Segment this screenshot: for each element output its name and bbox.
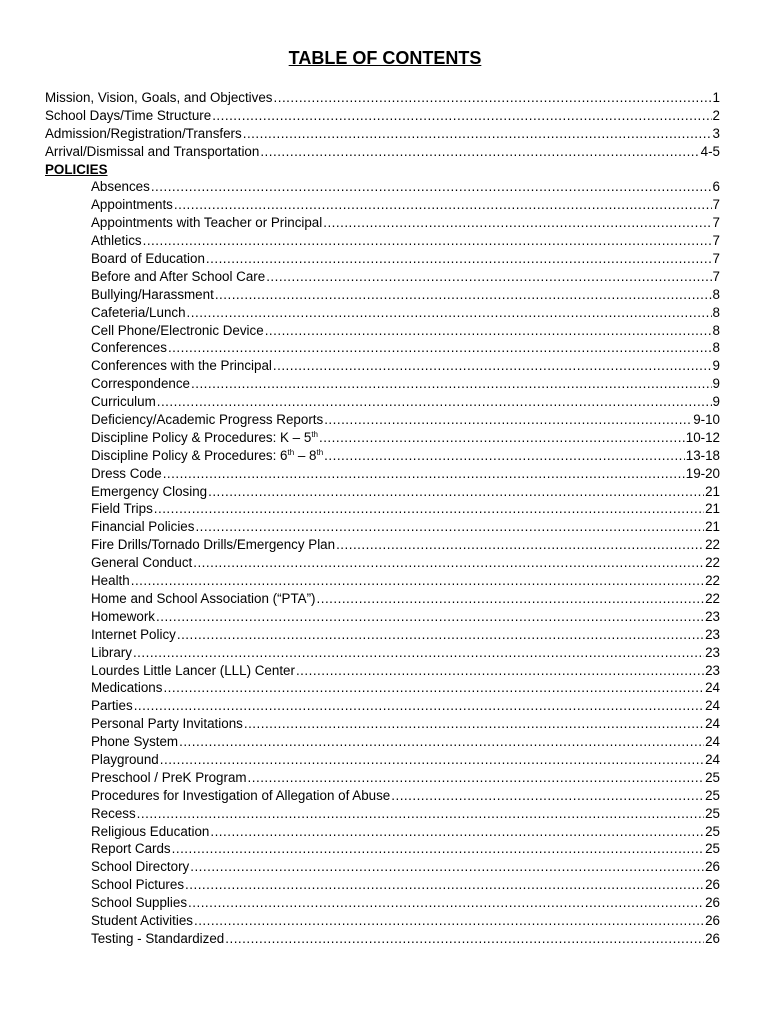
toc-entry-label	[91, 876, 184, 894]
toc-entry[interactable]	[45, 214, 720, 232]
toc-entry-page-number: 9	[712, 376, 720, 392]
toc-entry-label-text: School Pictures	[91, 877, 185, 893]
toc-entry-label	[91, 304, 186, 322]
dot-leader	[168, 339, 712, 357]
toc-entry[interactable]	[45, 697, 720, 715]
toc-entry-label	[45, 107, 211, 125]
dot-leader	[163, 679, 704, 697]
dot-leader	[179, 733, 704, 751]
toc-entry[interactable]	[45, 894, 720, 912]
dot-leader	[194, 912, 704, 930]
toc-entry[interactable]	[45, 465, 720, 483]
toc-entry-label	[91, 554, 192, 572]
toc-entry-page-number: 6	[712, 179, 720, 195]
toc-entry[interactable]	[45, 715, 720, 733]
toc-entry[interactable]	[45, 751, 720, 769]
toc-entry-label	[91, 393, 156, 411]
dot-leader	[274, 89, 712, 107]
toc-entry-label-text: Health	[91, 573, 130, 589]
dot-leader	[210, 823, 704, 841]
toc-entry-page-number: 24	[705, 751, 720, 767]
toc-entry[interactable]	[45, 626, 720, 644]
dot-leader	[188, 894, 704, 912]
toc-entry[interactable]	[45, 787, 720, 805]
toc-entry-label-text: Personal Party Invitations	[91, 716, 243, 732]
policy-entries-list	[45, 178, 720, 947]
toc-entry[interactable]	[45, 107, 720, 125]
dot-leader	[317, 590, 705, 608]
toc-entry-page-number: 7	[712, 268, 720, 284]
toc-entry[interactable]	[45, 250, 720, 268]
table-of-contents	[45, 89, 720, 948]
toc-entry-label-text: Student Activities	[91, 912, 193, 928]
toc-entry[interactable]	[45, 393, 720, 411]
toc-entry[interactable]	[45, 590, 720, 608]
toc-entry-page-number: 23	[705, 626, 720, 642]
toc-entry-label-text: Religious Education	[91, 823, 210, 839]
toc-entry[interactable]	[45, 608, 720, 626]
toc-entry-label-text: Absences	[91, 179, 150, 195]
toc-entry[interactable]	[45, 644, 720, 662]
dot-leader	[244, 715, 704, 733]
toc-entry-label	[91, 912, 193, 930]
toc-entry-label	[91, 465, 162, 483]
toc-entry-label-text: Financial Policies	[91, 519, 195, 535]
toc-entry-label-text: Athletics	[91, 233, 142, 249]
toc-entry-label	[91, 268, 265, 286]
toc-entry-label-text: Procedures for Investigation of Allegation of Abuse	[91, 787, 391, 803]
toc-entry-label	[45, 125, 242, 143]
toc-entry-label	[91, 858, 189, 876]
dot-leader	[190, 858, 704, 876]
toc-entry-label	[91, 662, 295, 680]
toc-entry-label-text: Discipline Policy & Procedures: K – 5	[91, 429, 312, 445]
toc-entry-page-number: 22	[705, 537, 720, 553]
toc-entry-label-text: Appointments with Teacher or Principal	[91, 215, 323, 231]
dot-leader	[131, 572, 704, 590]
toc-entry-label-text: – 8	[294, 447, 317, 463]
dot-leader	[195, 518, 704, 536]
toc-entry-label	[91, 483, 207, 501]
toc-entry-page-number: 25	[705, 769, 720, 785]
dot-leader	[206, 250, 712, 268]
toc-entry-page-number: 26	[705, 895, 720, 911]
toc-entry-label	[91, 590, 316, 608]
toc-entry-label	[45, 143, 259, 161]
toc-entry-label-text: Mission, Vision, Goals, and Objectives	[45, 90, 273, 105]
toc-entry-page-number: 25	[705, 823, 720, 839]
toc-entry-label	[91, 644, 132, 662]
toc-entry-label	[91, 357, 272, 375]
toc-entry-label-text: Curriculum	[91, 394, 156, 410]
dot-leader	[208, 483, 704, 501]
toc-entry[interactable]	[45, 483, 720, 501]
toc-entry[interactable]	[45, 572, 720, 590]
toc-entry-page-number: 22	[705, 590, 720, 606]
toc-entry-page-number: 10-12	[685, 429, 720, 445]
toc-entry[interactable]	[45, 286, 720, 304]
policies-heading: POLICIES	[45, 161, 108, 177]
toc-entry[interactable]	[45, 322, 720, 340]
toc-entry-label-text: Emergency Closing	[91, 483, 208, 499]
toc-entry-label-text: Appointments	[91, 197, 173, 213]
toc-entry-label	[91, 894, 187, 912]
toc-entry-label-text: Playground	[91, 751, 159, 767]
dot-leader	[134, 697, 704, 715]
toc-entry-label	[91, 715, 243, 733]
toc-entry-page-number: 22	[705, 555, 720, 571]
toc-entry-label-text: School Directory	[91, 859, 190, 875]
toc-entry-label-text: Conferences with the Principal	[91, 358, 272, 374]
toc-entry-label	[91, 500, 153, 518]
toc-entry-page-number: 24	[705, 680, 720, 696]
toc-entry-label	[91, 375, 190, 393]
dot-leader	[154, 500, 704, 518]
toc-entry[interactable]	[45, 232, 720, 250]
toc-entry[interactable]	[45, 733, 720, 751]
toc-entry-page-number: 26	[705, 930, 720, 946]
dot-leader	[324, 411, 692, 429]
toc-entry-page-number: 9	[712, 394, 720, 410]
toc-entry-page-number: 7	[712, 197, 720, 213]
toc-entry-label	[91, 536, 335, 554]
toc-entry-label	[91, 518, 194, 536]
toc-entry-label	[91, 232, 142, 250]
toc-entry-page-number: 23	[705, 662, 720, 678]
toc-entry[interactable]	[45, 930, 720, 948]
toc-entry[interactable]	[45, 196, 720, 214]
dot-leader	[193, 554, 704, 572]
toc-entry-label	[91, 429, 318, 447]
toc-entry[interactable]	[45, 178, 720, 196]
toc-entry-label	[91, 286, 214, 304]
toc-entry[interactable]	[45, 858, 720, 876]
toc-entry-label-text: Before and After School Care	[91, 268, 266, 284]
toc-entry-page-number: 8	[712, 322, 720, 338]
toc-entry-label-text: Cell Phone/Electronic Device	[91, 322, 264, 338]
toc-entry-label-text: Preschool / PreK Program	[91, 769, 247, 785]
toc-entry-page-number: 2	[712, 107, 720, 123]
toc-entry[interactable]	[45, 357, 720, 375]
toc-entry-label-text: Conferences	[91, 340, 167, 356]
toc-entry-label	[91, 339, 167, 357]
dot-leader	[174, 196, 712, 214]
toc-entry[interactable]	[45, 536, 720, 554]
dot-leader	[133, 644, 704, 662]
toc-entry-page-number: 19-20	[685, 465, 720, 481]
toc-entry[interactable]	[45, 143, 720, 161]
toc-entry-page-number: 21	[705, 501, 720, 517]
toc-entry-label	[91, 626, 176, 644]
toc-entry[interactable]	[45, 769, 720, 787]
toc-entry-label-text: Report Cards	[91, 841, 171, 857]
toc-entry-page-number: 4-5	[700, 143, 720, 159]
toc-entry-label	[91, 823, 209, 841]
toc-entry-label-text: Medications	[91, 680, 163, 696]
toc-entry-page-number: 7	[712, 215, 720, 231]
dot-leader	[266, 268, 711, 286]
toc-entry[interactable]	[45, 339, 720, 357]
toc-entry-page-number: 9-10	[693, 412, 720, 428]
toc-entry[interactable]	[45, 304, 720, 322]
toc-entry-page-number: 25	[705, 841, 720, 857]
ordinal-superscript: th	[287, 447, 295, 457]
dot-leader	[177, 626, 704, 644]
toc-entry-page-number: 3	[712, 125, 720, 141]
toc-entry-label	[91, 751, 159, 769]
toc-entry-label-text: Recess	[91, 805, 136, 821]
toc-entry-label	[91, 411, 323, 429]
toc-entry-label	[91, 322, 264, 340]
toc-entry-label	[91, 447, 323, 465]
toc-entry-label	[91, 805, 136, 823]
toc-entry-label-text: Bullying/Harassment	[91, 286, 214, 302]
toc-entry-page-number: 26	[705, 859, 720, 875]
toc-entry-label-text: Dress Code	[91, 465, 162, 481]
dot-leader	[336, 536, 704, 554]
toc-entry-page-number: 25	[705, 805, 720, 821]
toc-entry-label	[91, 572, 130, 590]
toc-entry-label-text: Admission/Registration/Transfers	[45, 125, 242, 141]
toc-entry-label	[91, 679, 162, 697]
toc-entry-page-number: 21	[705, 483, 720, 499]
toc-entry-page-number: 23	[705, 608, 720, 624]
dot-leader	[137, 805, 704, 823]
toc-entry-label-text: Correspondence	[91, 376, 191, 392]
toc-entry-page-number: 8	[712, 304, 720, 320]
dot-leader	[265, 322, 712, 340]
toc-entry-label	[91, 787, 390, 805]
toc-entry-label-text: School Days/Time Structure	[45, 107, 212, 123]
toc-entry-page-number: 24	[705, 698, 720, 714]
dot-leader	[391, 787, 704, 805]
dot-leader	[296, 662, 704, 680]
toc-entry-page-number: 24	[705, 734, 720, 750]
toc-entry-label	[91, 697, 133, 715]
toc-entry-page-number: 26	[705, 877, 720, 893]
toc-entry-label-text: Lourdes Little Lancer (LLL) Center	[91, 662, 295, 678]
toc-entry-label	[91, 840, 171, 858]
toc-entry-label-text: Field Trips	[91, 501, 153, 517]
toc-entry-page-number: 21	[705, 519, 720, 535]
toc-entry[interactable]	[45, 805, 720, 823]
dot-leader	[212, 107, 711, 125]
toc-entry-label	[45, 89, 273, 107]
ordinal-superscript: th	[311, 429, 318, 439]
toc-entry-page-number: 1	[712, 90, 720, 105]
toc-entry-page-number: 9	[712, 358, 720, 374]
toc-entry[interactable]	[45, 429, 720, 447]
toc-entry-label-text: General Conduct	[91, 555, 193, 571]
toc-entry[interactable]	[45, 411, 720, 429]
toc-entry-page-number: 25	[705, 787, 720, 803]
dot-leader	[225, 930, 704, 948]
dot-leader	[319, 429, 685, 447]
dot-leader	[172, 840, 704, 858]
dot-leader	[160, 751, 704, 769]
toc-entry[interactable]	[45, 518, 720, 536]
toc-entry-label-text: Home and School Association (“PTA”)	[91, 590, 316, 606]
toc-entry[interactable]	[45, 554, 720, 572]
dot-leader	[324, 447, 685, 465]
toc-entry-label	[91, 733, 178, 751]
dot-leader	[185, 876, 704, 894]
dot-leader	[260, 143, 699, 161]
dot-leader	[273, 357, 712, 375]
toc-entry[interactable]	[45, 823, 720, 841]
dot-leader	[163, 465, 685, 483]
toc-entry-label-text: School Supplies	[91, 895, 188, 911]
toc-entry-label-text: Homework	[91, 608, 155, 624]
dot-leader	[191, 375, 712, 393]
toc-entry-page-number: 24	[705, 716, 720, 732]
toc-entry-label	[91, 769, 247, 787]
toc-entry-label-text: Library	[91, 644, 132, 660]
dot-leader	[143, 232, 712, 250]
toc-entry[interactable]	[45, 662, 720, 680]
dot-leader	[156, 608, 704, 626]
toc-entry-label	[91, 930, 224, 948]
toc-entry[interactable]	[45, 500, 720, 518]
dot-leader	[243, 125, 712, 143]
toc-entry[interactable]	[45, 268, 720, 286]
toc-entry-label	[91, 214, 322, 232]
toc-entry-page-number: 8	[712, 286, 720, 302]
toc-entry-label-text: Board of Education	[91, 251, 205, 267]
toc-entry-label	[91, 196, 173, 214]
toc-entry-label	[91, 250, 205, 268]
toc-entry-page-number: 13-18	[685, 447, 720, 463]
dot-leader	[323, 214, 711, 232]
toc-entry-label-text: Fire Drills/Tornado Drills/Emergency Plan	[91, 537, 336, 553]
toc-entry-page-number: 7	[712, 251, 720, 267]
toc-entry-label-text: Parties	[91, 698, 133, 714]
toc-entry-page-number: 26	[705, 912, 720, 928]
toc-entry-label-text: Arrival/Dismissal and Transportation	[45, 143, 260, 159]
page-title: TABLE OF CONTENTS	[288, 48, 482, 68]
toc-entry-page-number: 7	[712, 233, 720, 249]
toc-entry-label-text: Testing - Standardized	[91, 930, 225, 946]
toc-entry-label-text: Deficiency/Academic Progress Reports	[91, 412, 324, 428]
toc-entry[interactable]	[45, 679, 720, 697]
dot-leader	[248, 769, 705, 787]
dot-leader	[151, 178, 712, 196]
toc-entry[interactable]	[45, 840, 720, 858]
toc-entry[interactable]	[45, 912, 720, 930]
toc-entry-label-text: Internet Policy	[91, 626, 176, 642]
toc-entry[interactable]	[45, 447, 720, 465]
toc-entry-label-text: Phone System	[91, 734, 179, 750]
toc-entry-label	[91, 178, 150, 196]
top-entries-list	[45, 89, 720, 161]
ordinal-superscript: th	[316, 447, 324, 457]
toc-entry[interactable]	[45, 375, 720, 393]
toc-entry-label	[91, 608, 155, 626]
toc-entry-page-number: 23	[705, 644, 720, 660]
dot-leader	[157, 393, 712, 411]
toc-entry[interactable]	[45, 125, 720, 143]
toc-entry-label-text: Cafeteria/Lunch	[91, 304, 186, 320]
toc-entry[interactable]	[45, 89, 720, 107]
toc-entry[interactable]	[45, 876, 720, 894]
toc-entry-page-number: 22	[705, 573, 720, 589]
dot-leader	[187, 304, 712, 322]
toc-entry-label-text: Discipline Policy & Procedures: 6	[91, 447, 288, 463]
dot-leader	[215, 286, 712, 304]
toc-entry-page-number: 8	[712, 340, 720, 356]
